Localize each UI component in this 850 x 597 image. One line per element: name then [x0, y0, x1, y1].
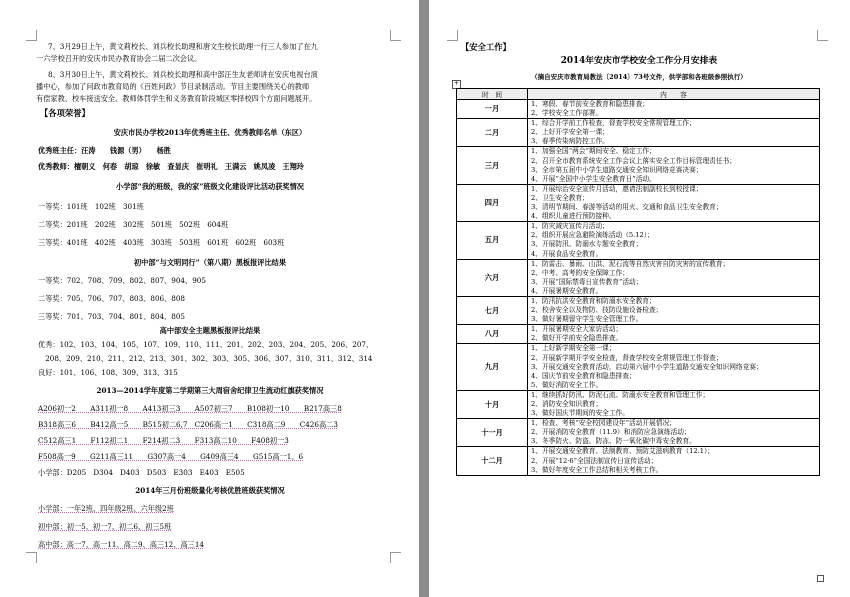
table-row — [457, 296, 820, 324]
safety-subtitle: （摘自安庆市教育局教法〔2014〕73号文件，供学部和各班级参照执行） — [531, 73, 747, 81]
row-content — [528, 296, 820, 324]
dorm-line1: A206初一2 A311初一8 A413初三3 A507初三7 B108初一10 B217高三8 — [38, 404, 342, 413]
table-header-row — [457, 89, 820, 100]
row-item: 2、学校安全工作部署。 — [531, 109, 603, 118]
quant-primary: 小学部：一年2班、四年级2班、六年级2班 — [38, 504, 174, 513]
table-row — [457, 184, 820, 221]
table-row — [457, 259, 820, 296]
dorm-line3: C512高三1 F112初二1 F214初二3 F313高二10 F408初一3 — [38, 436, 289, 445]
row-item: 2、开展消防安全教育（11.9）和消防应急演练活动； — [531, 428, 691, 437]
row-content — [528, 325, 820, 344]
row-month: 二月 — [457, 119, 528, 147]
crop-mark — [817, 30, 828, 41]
table-row — [457, 447, 820, 475]
honor-title-teachers: 安庆市民办学校2013年优秀班主任、优秀教师名单（东区） — [113, 128, 307, 137]
table-row — [457, 419, 820, 447]
row-content — [528, 100, 820, 119]
primary-first-prize: 一等奖：101班 102班 301班 — [38, 202, 144, 211]
header-content: 内 容 — [528, 89, 820, 100]
row-item: 4、国庆节前安全教育和隐患排查； — [531, 371, 636, 380]
page-gap — [419, 0, 429, 597]
row-item: 4、开展“全国中小学生安全教育日”活动。 — [531, 174, 656, 183]
row-content — [528, 147, 820, 184]
row-item: 2、校舍安全以及物防、技防设施设备检查； — [531, 306, 663, 315]
row-item: 2、做好开学前安全隐患排查。 — [531, 334, 623, 343]
crop-mark — [390, 30, 401, 41]
row-item: 2、中考、高考的安全保障工作； — [531, 268, 629, 277]
row-month: 三月 — [457, 147, 528, 184]
crop-mark — [447, 30, 458, 41]
para7-line2: 一六学校召开的安庆市民办教育协会二届二次会议。 — [36, 54, 202, 63]
row-item: 3、开展“国际禁毒日宣传教育”活动； — [531, 277, 643, 286]
row-content — [528, 184, 820, 221]
crop-mark — [390, 552, 401, 563]
quant-middle: 初中部：初一5、初一7、初二6、初三5班 — [38, 522, 172, 531]
row-content — [528, 344, 820, 390]
row-item: 1、防雷击、暴雨、山洪、泥石流等自然灾害自防灾害的宣传教育； — [531, 259, 730, 268]
row-month: 九月 — [457, 344, 528, 390]
row-month: 十二月 — [457, 447, 528, 475]
middle-second-prize: 二等奖：705、706、707、803、806、808 — [38, 294, 186, 303]
row-item: 2、开展“12·6”全国法制宣传日宣传活动； — [531, 456, 658, 465]
row-month: 十一月 — [457, 419, 528, 447]
table-row — [457, 344, 820, 390]
row-item: 1、上好新学期安全第一课； — [531, 344, 616, 353]
row-item: 1、防灾减灾宣传月活动； — [531, 222, 609, 231]
row-month: 八月 — [457, 325, 528, 344]
row-content — [528, 119, 820, 147]
table-row — [457, 222, 820, 259]
quant-high: 高中部：高一7、高一11、高二9、高三12、高三14 — [38, 540, 204, 549]
row-item: 3、做好国庆节期间的安全工作。 — [531, 409, 629, 418]
row-item: 2、召开全市教育系统安全工作会议上落实安全工作目标管理责任书； — [531, 156, 736, 165]
right-document-page — [429, 0, 850, 597]
row-item: 2、组织开展应急避险演练活动（5.12）； — [531, 231, 654, 240]
high-excellent-line1: 优秀：102、103、104、105、107、109、110、111、201、202、203、204、205、206、207、 — [38, 340, 374, 349]
header-month: 时 间 — [457, 89, 528, 100]
honor-title-dorm: 2013—2014学年度第二学期第三大周宿舍纪律卫生流动红旗获奖情况 — [96, 386, 324, 395]
honor-title-quant: 2014年三月份班级量化考核优胜班级获奖情况 — [135, 486, 285, 495]
row-item: 3、春季传染病防控工作。 — [531, 137, 609, 146]
row-content — [528, 222, 820, 259]
crop-mark — [26, 552, 37, 563]
row-item: 3、做好暑期留守学生安全管理工作。 — [531, 315, 643, 324]
dorm-primary: 小学部：D205 D304 D403 D503 E303 E403 E505 — [38, 468, 245, 477]
row-item: 4、开展食品安全教育。 — [531, 249, 603, 258]
row-month: 四月 — [457, 184, 528, 221]
row-item: 2、卫生安全教育； — [531, 193, 589, 202]
primary-second-prize: 二等奖：201班 202班 302班 501班 502班 604班 — [38, 220, 229, 229]
row-item: 1、综合开学前工作检查，督查学校安全常规管理工作； — [531, 119, 696, 128]
row-item: 1、继续抓好防汛、防泥石流、防溺水安全教育和管理工作； — [531, 390, 710, 399]
honor-title-high: 高中部安全主题黑板报评比结果 — [159, 326, 261, 335]
row-item: 3、开展防汛、防溺水专题安全教育； — [531, 240, 643, 249]
row-item: 2、上好开学安全第一课； — [531, 128, 609, 137]
middle-third-prize: 三等奖：701、703、704、801、804、805 — [38, 312, 186, 321]
safety-heading: 【安全工作】 — [461, 42, 511, 52]
row-item: 1、寒假、春节前安全教育和隐患排查； — [531, 100, 649, 108]
honors-heading: 【各项荣誉】 — [40, 108, 90, 118]
row-content — [528, 390, 820, 418]
row-item: 1、开展综治安全宣传月活动，邀请法制副校长到校授课； — [531, 184, 703, 193]
row-item: 1、防汛抗洪安全教育和防溺水安全教育； — [531, 296, 656, 305]
row-item: 2、开展新学期开学安全检查，督查学校安全常规管理工作督查； — [531, 353, 723, 362]
primary-third-prize: 三等奖：401班 402班 403班 303班 503班 601班 602班 603班 — [38, 238, 285, 247]
excellent-teachers: 优秀教师：檀朝义 何春 胡琼 徐敏 查显庆 崔明礼 王满云 姚凤凌 王翔玲 — [38, 162, 304, 171]
row-item: 1、检查、考核“安全校园建设年”活动开展情况； — [531, 419, 676, 428]
honor-title-middle: 初中部“与文明同行”（第八期）黑板报评比结果 — [133, 258, 287, 267]
dorm-line2: B318高三6 B412高一5 B515初二6,7 C206高一1 C318高二9 C426高二3 — [38, 420, 338, 429]
row-month: 一月 — [457, 100, 528, 119]
left-document-page — [0, 0, 419, 597]
table-row — [457, 147, 820, 184]
table-row — [457, 390, 820, 418]
row-item: 3、冬季防火、防盗、防冻、防一氧化碳中毒安全教育。 — [531, 437, 696, 446]
row-item: 3、开展交通安全教育活动，启动第六届中小学生道路交通安全知识网络竞赛； — [531, 362, 763, 371]
row-month: 五月 — [457, 222, 528, 259]
excellent-head-teachers: 优秀班主任：汪涛 钱源（男） 杨胜 — [38, 146, 171, 155]
high-excellent-line2: 208、209、210、211、212、213、301、302、303、305、306、307、310、311、312、314 — [38, 354, 373, 363]
para7-line1: 7、3月29日上午，黄文莉校长、刘兵校长助理和唐文生校长助理一行三人参加了在九 — [48, 42, 318, 51]
row-item: 1、加强全国“两会”期间安全、稳定工作； — [531, 147, 656, 156]
dorm-line4: F508高一9 G211高三11 G307高一4 G409高三4 G515高一1、6 — [38, 452, 304, 461]
row-item: 3、做好年度安全工作总结和相关考核工作。 — [531, 465, 663, 474]
honor-title-primary: 小学部“我的班级，我的家”班级文化建设评比活动获奖情况 — [116, 182, 304, 191]
row-month: 六月 — [457, 259, 528, 296]
crop-mark — [26, 30, 37, 41]
row-item: 1、开展交通安全教育、法制教育、预防艾滋病教育（12.1）； — [531, 447, 714, 456]
middle-first-prize: 一等奖：702、708、709、802、807、904、905 — [38, 276, 206, 285]
table-row — [457, 119, 820, 147]
row-month: 七月 — [457, 296, 528, 324]
row-item: 3、全市第五届中小学生道路交通安全知识网络竞赛决赛； — [531, 165, 703, 174]
table-move-anchor-icon[interactable]: + — [453, 80, 460, 87]
para8-line1: 8、3月30日上午，黄文莉校长、刘兵校长助理和高中部汪生友老师讲在安庆电视台演 — [48, 70, 318, 79]
table-row — [457, 325, 820, 344]
safety-schedule-table — [456, 88, 820, 476]
row-content — [528, 259, 820, 296]
row-item: 5、做好消防安全工作。 — [531, 380, 603, 389]
table-row — [457, 100, 820, 119]
row-content — [528, 419, 820, 447]
table-resize-handle[interactable] — [817, 575, 824, 582]
row-item: 3、清明节期间、春游等活动的用火、交通和食品卫生安全教育； — [531, 203, 723, 212]
row-item: 1、开展暑期安全大家访活动； — [531, 325, 623, 334]
row-item: 2、消防安全知识教育； — [531, 400, 603, 408]
row-content — [528, 447, 820, 475]
para8-line3: 有偿家教、校车接送安全、教师体罚学生和义务教育阶段城区零择校四个方面问题展开。 — [36, 94, 317, 103]
row-month: 十月 — [457, 390, 528, 418]
row-item: 4、组织儿童进行预防接种。 — [531, 212, 616, 221]
para8-line2: 播中心，参加了问政市教育局的《百姓问政》节目录制活动。节目主要围绕关心的教师 — [36, 82, 310, 91]
row-item: 4、开展暑期安全教育。 — [531, 286, 603, 295]
safety-title: 2014年安庆市学校安全工作分月安排表 — [560, 56, 718, 66]
high-good: 良好：101、106、108、309、313、315 — [38, 368, 178, 377]
